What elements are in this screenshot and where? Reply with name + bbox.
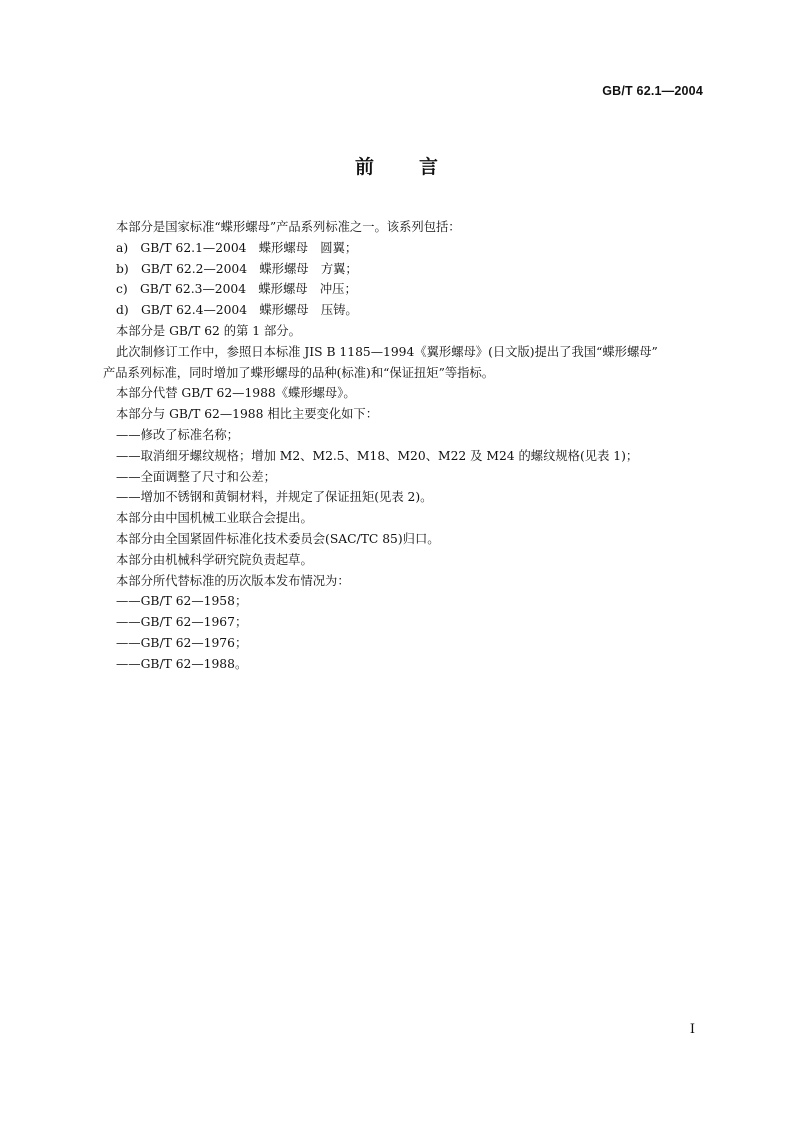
- history-item-1976: ——GB/T 62—1976；: [116, 635, 248, 650]
- history-item-1958: ——GB/T 62—1958；: [116, 594, 248, 609]
- paragraph-proposed-by: 本部分由中国机械工业联合会提出。: [116, 511, 313, 526]
- paragraph-history-intro: 本部分所代替标准的历次版本发布情况为：: [116, 573, 350, 588]
- paragraph-drafted-by: 本部分由机械科学研究院负责起草。: [116, 552, 313, 567]
- paragraph-reference-line1: 此次制修订工作中，参照日本标准 JIS B 1185—1994《翼形螺母》(日文版)提出了我国“蝶形螺母”: [116, 344, 658, 359]
- standard-number: GB/T 62.1—2004: [602, 84, 703, 98]
- change-item-2: ——取消细牙螺纹规格；增加 M2、M2.5、M18、M20、M22 及 M24 的螺纹规格(见表 1)；: [116, 448, 639, 463]
- change-item-4: ——增加不锈钢和黄铜材料，并规定了保证扭矩(见表 2)。: [116, 490, 433, 505]
- page-title: [0, 152, 794, 179]
- paragraph-reference-line2: 产品系列标准，同时增加了蝶形螺母的品种(标准)和“保证扭矩”等指标。: [103, 365, 495, 380]
- foreword-body: [103, 217, 712, 675]
- change-item-1: ——修改了标准名称；: [116, 427, 239, 442]
- list-item-b: b) GB/T 62.2—2004 蝶形螺母 方翼；: [116, 261, 358, 276]
- paragraph-part-info: 本部分是 GB/T 62 的第 1 部分。: [116, 323, 301, 338]
- history-item-1967: ——GB/T 62—1967；: [116, 615, 248, 630]
- list-item-c: c) GB/T 62.3—2004 蝶形螺母 冲压；: [116, 282, 357, 297]
- title-char-1: 前: [354, 156, 375, 178]
- title-char-2: 言: [419, 156, 440, 178]
- paragraph-intro: 本部分是国家标准“蝶形螺母”产品系列标准之一。该系列包括：: [116, 220, 461, 234]
- paragraph-replaces: 本部分代替 GB/T 62—1988《蝶形螺母》。: [116, 386, 356, 401]
- list-item-a: a) GB/T 62.1—2004 蝶形螺母 圆翼；: [116, 240, 358, 255]
- page-number: I: [689, 1022, 695, 1037]
- list-item-d: d) GB/T 62.4—2004 蝶形螺母 压铸。: [116, 303, 358, 318]
- paragraph-under-jurisdiction: 本部分由全国紧固件标准化技术委员会(SAC/TC 85)归口。: [116, 531, 440, 546]
- change-item-3: ——全面调整了尺寸和公差；: [116, 469, 276, 484]
- paragraph-changes-intro: 本部分与 GB/T 62—1988 相比主要变化如下：: [116, 407, 379, 422]
- history-item-1988: ——GB/T 62—1988。: [116, 656, 248, 671]
